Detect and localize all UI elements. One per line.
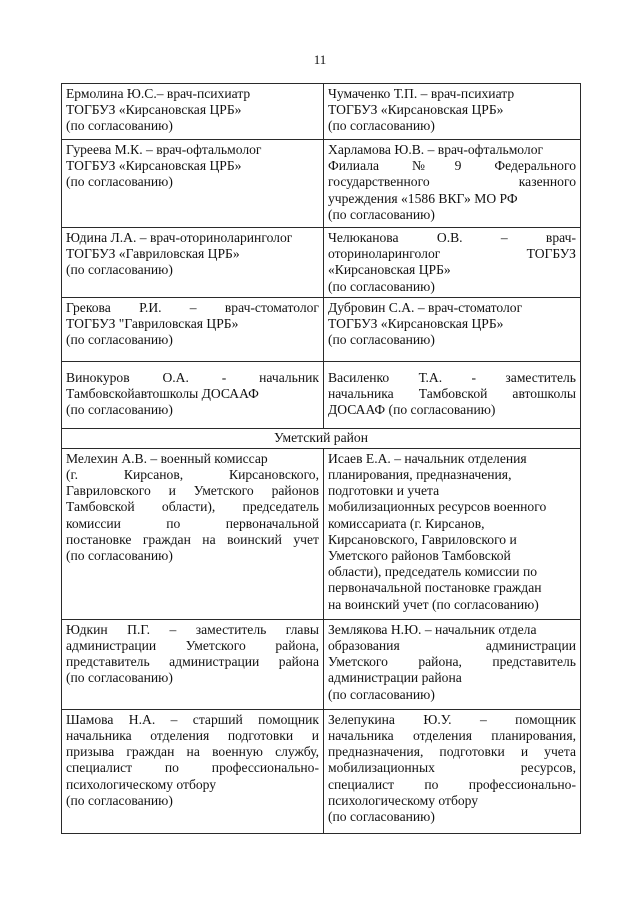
cell-line: призыва граждан на военную службу, — [66, 744, 319, 760]
cell-line: Юдина Л.А. – врач-оториноларинголог — [66, 230, 293, 245]
member-cell-left — [62, 709, 324, 833]
cell-line: Ермолина Ю.С.– врач-психиатр — [66, 86, 251, 101]
cell-line: (по согласованию) — [328, 278, 435, 294]
commission-members-table — [61, 83, 581, 834]
cell-line: (по согласованию) — [66, 548, 173, 564]
cell-line: (по согласованию) — [66, 670, 173, 686]
table-row — [62, 361, 581, 428]
cell-line: Чумаченко Т.П. – врач-психиатр — [328, 86, 515, 101]
cell-line: Мелехин А.В. – военный комиссар — [66, 450, 268, 466]
cell-line: Гавриловского и Уметского районов — [66, 483, 319, 499]
cell-line: первоначальной постановке граждан — [328, 580, 542, 596]
cell-line: мобилизационных ресурсов военного — [328, 499, 547, 515]
cell-line: специалист по профессионально- — [328, 776, 576, 792]
cell-line: государственного казенного — [328, 174, 576, 190]
table-row — [62, 709, 581, 833]
cell-line: Юдкин П.Г. – заместитель главы — [66, 621, 319, 637]
member-cell-left — [62, 619, 324, 709]
table-row — [62, 84, 581, 140]
cell-line: области), председатель комиссии по — [328, 564, 538, 580]
member-cell-right — [324, 140, 581, 228]
cell-line: (по согласованию) — [328, 118, 435, 134]
cell-line: ТОГБУЗ «Гавриловская ЦРБ» — [66, 246, 240, 262]
cell-line: Харламова Ю.В. – врач-офтальмолог — [328, 142, 544, 157]
member-cell-left — [62, 84, 324, 140]
table-row — [62, 228, 581, 298]
cell-line: администрации Уметского района, — [66, 638, 319, 654]
cell-line: Землякова Н.Ю. – начальник отдела — [328, 621, 537, 637]
member-cell-right — [324, 619, 581, 709]
cell-line: (по согласованию) — [66, 792, 173, 808]
cell-line: ТОГБУЗ «Кирсановская ЦРБ» — [328, 316, 504, 332]
cell-line: комиссии по первоначальной — [66, 515, 319, 531]
cell-line: ТОГБУЗ "Гавриловская ЦРБ» — [66, 316, 239, 332]
cell-line: ТОГБУЗ «Кирсановская ЦРБ» — [66, 158, 242, 174]
cell-line: (по согласованию) — [328, 686, 435, 702]
cell-line: предназначения, подготовки и учета — [328, 744, 576, 760]
cell-line: оториноларинголог ТОГБУЗ — [328, 246, 576, 262]
cell-line: учреждения «1586 ВКГ» МО РФ — [328, 190, 518, 206]
cell-line: Кирсановского, Гавриловского и — [328, 531, 517, 547]
cell-line: (по согласованию) — [328, 332, 435, 348]
cell-line: мобилизационных ресурсов, — [328, 760, 576, 776]
member-cell-right — [324, 84, 581, 140]
cell-line: Зелепукина Ю.У. – помощник — [328, 711, 576, 727]
member-cell-left — [62, 297, 324, 361]
cell-line: Шамова Н.А. – старший помощник — [66, 711, 319, 727]
member-cell-right — [324, 448, 581, 619]
cell-line: администрации района — [328, 670, 462, 686]
cell-line: Уметского районов Тамбовской — [328, 548, 511, 564]
cell-line: Василенко Т.А. - заместитель — [328, 369, 576, 385]
cell-line: начальника отделения подготовки и — [66, 728, 319, 744]
section-heading: Уметский район — [62, 428, 581, 448]
cell-line: Исаев Е.А. – начальник отделения — [328, 450, 527, 466]
cell-line: психологическому отбору — [328, 792, 479, 808]
table-row — [62, 619, 581, 709]
cell-line: Гуреева М.К. – врач-офтальмолог — [66, 142, 262, 157]
cell-line: (г. Кирсанов, Кирсановского, — [66, 467, 319, 483]
member-cell-right — [324, 297, 581, 361]
page-number: 11 — [313, 52, 327, 67]
member-cell-right — [324, 709, 581, 833]
cell-line: Дубровин С.А. – врач-стоматолог — [328, 299, 523, 315]
cell-line: Филиала №9 Федерального — [328, 158, 576, 174]
cell-line: Челюканова О.В. – врач- — [328, 230, 576, 245]
table-row — [62, 140, 581, 228]
cell-line: (по согласованию) — [66, 118, 173, 134]
cell-line: (по согласованию) — [66, 262, 173, 278]
cell-line: начальника отделения планирования, — [328, 728, 576, 744]
cell-line: ТОГБУЗ «Кирсановская ЦРБ» — [328, 102, 504, 118]
member-cell-left — [62, 228, 324, 298]
cell-line: комиссариата (г. Кирсанов, — [328, 515, 485, 531]
cell-line: (по согласованию) — [328, 809, 435, 825]
cell-line: на воинский учет (по согласованию) — [328, 596, 539, 612]
cell-line: подготовки и учета — [328, 483, 440, 499]
cell-line: ДОСААФ (по согласованию) — [328, 402, 496, 418]
member-cell-left — [62, 448, 324, 619]
member-cell-left — [62, 140, 324, 228]
cell-line: (по согласованию) — [328, 206, 435, 222]
cell-line: Тамбовскойавтошколы ДОСААФ — [66, 386, 259, 402]
cell-line: ТОГБУЗ «Кирсановская ЦРБ» — [66, 102, 242, 118]
cell-line: (по согласованию) — [66, 332, 173, 348]
cell-line: начальника Тамбовской автошколы — [328, 386, 576, 402]
cell-line: постановке граждан на воинский учет — [66, 531, 319, 547]
cell-line: специалист по профессионально- — [66, 760, 319, 776]
cell-line: представитель администрации района — [66, 654, 319, 670]
cell-line: (по согласованию) — [66, 174, 173, 190]
table-row — [62, 448, 581, 619]
member-cell-left — [62, 361, 324, 428]
cell-line: психологическому отбору — [66, 776, 217, 792]
cell-line: образования администрации — [328, 638, 576, 654]
cell-line: Уметского района, представитель — [328, 654, 576, 670]
section-row — [62, 428, 581, 448]
cell-line: Грекова Р.И. – врач-стоматолог — [66, 299, 319, 315]
table-row — [62, 297, 581, 361]
cell-line: Тамбовской области), председатель — [66, 499, 319, 515]
cell-line: «Кирсановская ЦРБ» — [328, 262, 451, 278]
member-cell-right — [324, 361, 581, 428]
member-cell-right — [324, 228, 581, 298]
cell-line: Винокуров О.А. - начальник — [66, 369, 319, 385]
cell-line: (по согласованию) — [66, 402, 173, 418]
cell-line: планирования, предназначения, — [328, 467, 512, 483]
